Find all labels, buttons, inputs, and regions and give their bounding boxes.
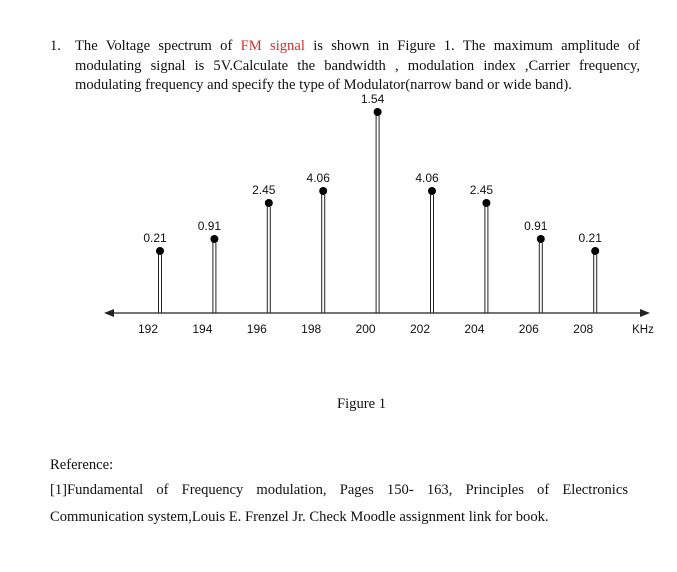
x-axis-left-arrow [104,309,114,317]
value-label: 0.21 [578,231,602,245]
stem-marker [210,235,218,243]
tick-label: 208 [573,322,594,336]
value-label: 0.91 [197,219,222,233]
question-text-start: The Voltage spectrum of [75,38,241,54]
x-axis-right-arrow [640,309,650,317]
stem-marker [428,187,436,195]
tick-label: 204 [464,322,485,336]
value-label: 0.21 [143,231,167,245]
stem-marker [591,247,599,255]
tick-label: 192 [137,322,159,336]
tick-label: 194 [192,322,213,336]
value-label: 1.54 [360,92,385,106]
question-text-end: is shown in Figure 1. The maximum amplitude of modulating signal is 5V.Calculate the bandwidth , modulation index ,Carrier frequency, modulating frequency and specify the type of Modulator(narrow band or wide band). [75,38,641,93]
reference-text: [1]Fundamental of Frequency modulation, Pages 150- 163, Principles of Electronics Communication system,Louis E. Frenzel Jr. Check Moodle assignment link for book. [50,482,628,525]
question-number: 1. [50,38,61,54]
value-label: 4.06 [306,171,330,185]
value-label: 4.06 [415,171,439,185]
tick-label: 202 [409,322,431,336]
fm-signal-highlight: FM signal [240,38,305,54]
chart-marks [104,92,654,336]
value-label: 2.45 [252,183,276,197]
stem-marker [374,108,382,116]
tick-label: 200 [355,322,376,336]
tick-label: 206 [518,322,539,336]
value-label: 2.45 [469,183,494,197]
stem-marker [319,187,327,195]
stem-marker [156,247,164,255]
figure-caption: Figure 1 [337,396,387,412]
tick-label: 196 [246,322,267,336]
tick-label: 198 [301,322,322,336]
x-axis-unit-label: KHz [632,324,654,336]
stem-marker [265,199,273,207]
reference-heading: Reference: [50,457,114,473]
value-label: 0.91 [524,219,548,233]
stem-marker [482,199,490,207]
stem-marker [537,235,545,243]
